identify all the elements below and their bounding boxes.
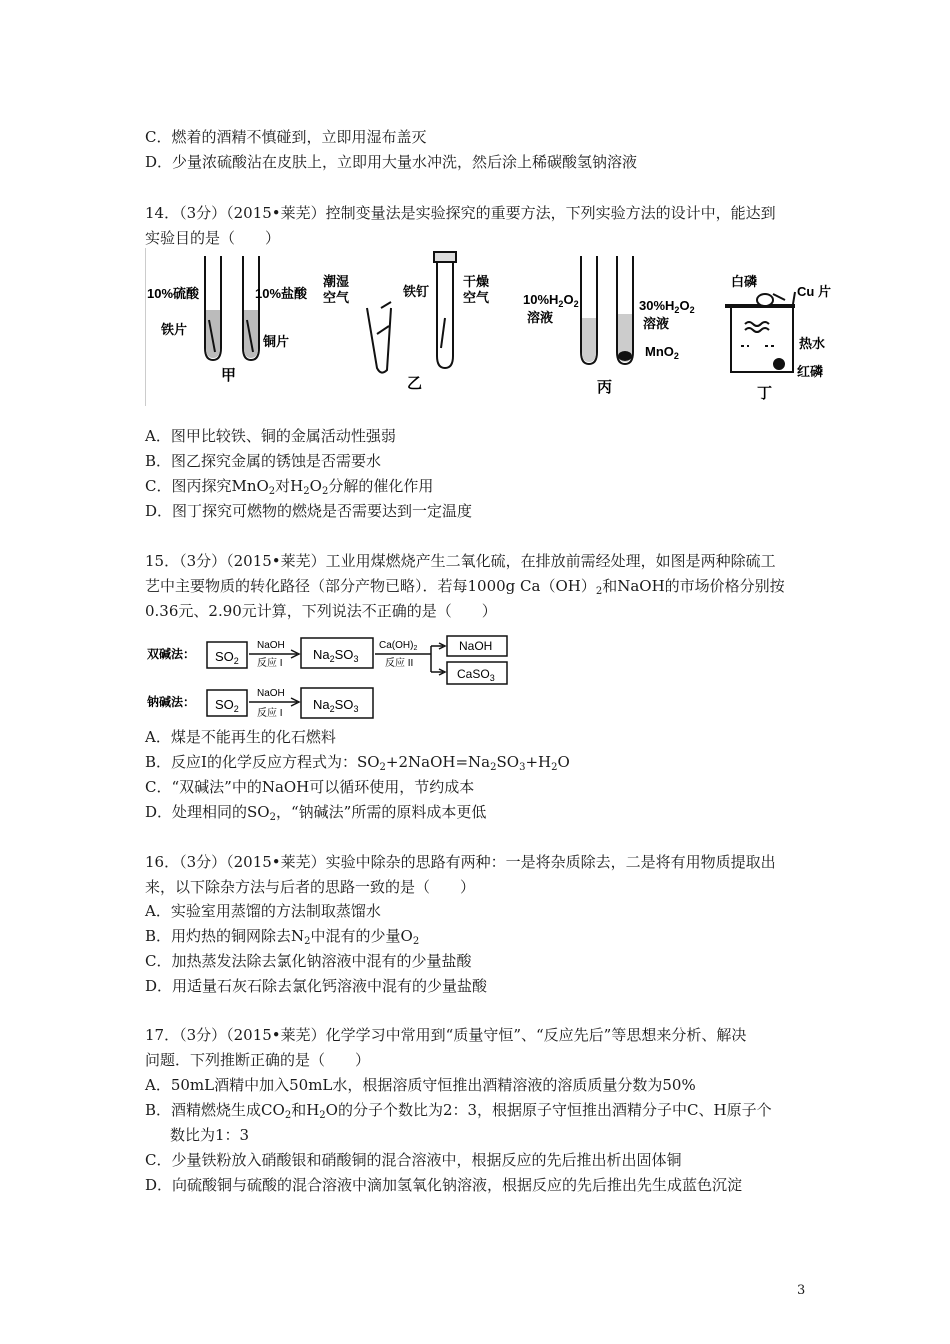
na2so3-box-2: $Na_2SO_3$ [313,697,359,714]
q15-option-b: B．反应Ⅰ的化学反应方程式为：$SO_2+2NaOH=Na_2SO_3+H_2O$ [145,753,570,773]
reaction-2-label: 反应 II [385,658,414,669]
yi-left-top: 潮湿 [323,274,350,289]
caoh2-arrow: $Ca(OH)_2$ [379,640,418,652]
q14-option-c: C．图丙探究MnO$_2$对$H_2O_2$分解的催化作用 [145,477,434,497]
q15-option-d: D．处理相同的$SO_2$，“钠碱法”所需的原料成本更低 [145,803,487,823]
q17-option-a: A．50mL酒精中加入50mL水，根据溶质守恒推出酒精溶液的溶质质量分数为50% [145,1076,696,1094]
na2so3-box-1: $Na_2SO_3$ [313,647,359,664]
q13-option-c: C．燃着的酒精不慎碰到，立即用湿布盖灭 [145,128,427,146]
bing-right-line2: 溶液 [643,316,670,331]
jia-acid1: 10%硫酸 [147,286,200,301]
ding-water: 热水 [799,336,826,351]
naoh-arrow-1: NaOH [257,640,285,651]
bing-catalyst: MnO$_2$ [645,344,679,361]
q15-process-figure [145,632,515,724]
reaction-1-label-2: 反应 I [257,708,283,719]
yi-nail: 铁钉 [403,284,430,299]
q17-option-b-line1: B．酒精燃烧生成$CO_2$和$H_2O$的分子个数比为2：3，根据原子守恒推出酒精分子中C、H原子个 [145,1101,772,1121]
q15-stem-line2: 艺中主要物质的转化路径（部分产物已略）．若每1000g $Ca(OH)_2$和NaOH的市场价格分别按 [145,577,785,597]
yi-right-top: 干燥 [463,274,490,289]
jia-metal2: 铜片 [263,334,290,349]
bing-label: 丙 [597,379,613,396]
q17-option-b-line2: 数比为1：3 [170,1126,250,1144]
q14-stem-line2: 实验目的是（ ） [145,229,281,247]
ding-cu: Cu 片 [797,284,831,299]
jia-label: 甲 [221,367,237,384]
ding-white-p: 白磷 [731,274,758,289]
q15-stem-line3: 0.36元、2.90元计算，下列说法不正确的是（ ） [145,602,497,620]
q16-option-c: C．加热蒸发法除去氯化钠溶液中混有的少量盐酸 [145,952,472,970]
yi-label: 乙 [407,375,423,392]
q16-stem-line1: 16．（3分）（2015•莱芜）实验中除杂的思路有两种：一是将杂质除去，二是将有用物质提取出 [145,853,776,871]
bing-right-line1: $30\%H_2O_2$ [639,298,695,315]
q14-option-b: B．图乙探究金属的锈蚀是否需要水 [145,452,382,470]
jia-metal1: 铁片 [161,322,188,337]
q14-stem-line1: 14．（3分）（2015•莱芜）控制变量法是实验探究的重要方法，下列实验方法的设计中，能达到 [145,204,776,222]
q17-option-c: C．少量铁粉放入硝酸银和硝酸铜的混合溶液中，根据反应的先后推出析出固体铜 [145,1151,682,1169]
q17-stem-line2: 问题．下列推断正确的是（ ） [145,1051,371,1069]
page-number: 3 [797,1283,806,1298]
q15-option-a: A．煤是不能再生的化石燃料 [145,728,336,746]
naoh-arrow-2: NaOH [257,688,285,699]
q14-experiment-figure [145,248,845,406]
so2-box-2: $SO_2$ [215,697,239,714]
bing-left-line1: $10\%H_2O_2$ [523,292,579,309]
q16-option-a: A．实验室用蒸馏的方法制取蒸馏水 [145,902,381,920]
double-alkali-label: 双碱法： [147,647,196,661]
q15-option-c: C．“双碱法”中的NaOH可以循环使用，节约成本 [145,778,475,796]
ding-label: 丁 [757,385,773,402]
ding-red-p: 红磷 [797,364,824,379]
q15-stem-line1: 15．（3分）（2015•莱芜）工业用煤燃烧产生二氧化硫，在排放前需经处理，如图是两种除硫工 [145,552,776,570]
reaction-1-label-1: 反应 I [257,658,283,669]
yi-left-bottom: 空气 [323,290,350,305]
q17-stem-line1: 17．（3分）（2015•莱芜）化学学习中常用到“质量守恒”、“反应先后”等思想来分析、解决 [145,1026,747,1044]
q16-option-b: B．用灼热的铜网除去$N_2$中混有的少量$O_2$ [145,927,420,947]
q14-option-d: D．图丁探究可燃物的燃烧是否需要达到一定温度 [145,502,473,520]
q16-option-d: D．用适量石灰石除去氯化钙溶液中混有的少量盐酸 [145,977,488,995]
yi-right-bottom: 空气 [463,290,490,305]
jia-acid2: 10%盐酸 [255,286,308,301]
q17-option-d: D．向硫酸铜与硫酸的混合溶液中滴加氢氧化钠溶液，根据反应的先后推出先生成蓝色沉淀 [145,1176,743,1194]
q14-option-a: A．图甲比较铁、铜的金属活动性强弱 [145,427,396,445]
q13-option-d: D．少量浓硫酸沾在皮肤上，立即用大量水冲洗，然后涂上稀碳酸氢钠溶液 [145,153,638,171]
q16-stem-line2: 来，以下除杂方法与后者的思路一致的是（ ） [145,878,476,896]
naoh-product-box: NaOH [459,639,493,653]
sodium-alkali-label: 钠碱法： [147,695,196,709]
caso3-box: CaSO$_3$ [457,667,495,683]
bing-left-line2: 溶液 [527,310,554,325]
so2-box-1: $SO_2$ [215,649,239,666]
